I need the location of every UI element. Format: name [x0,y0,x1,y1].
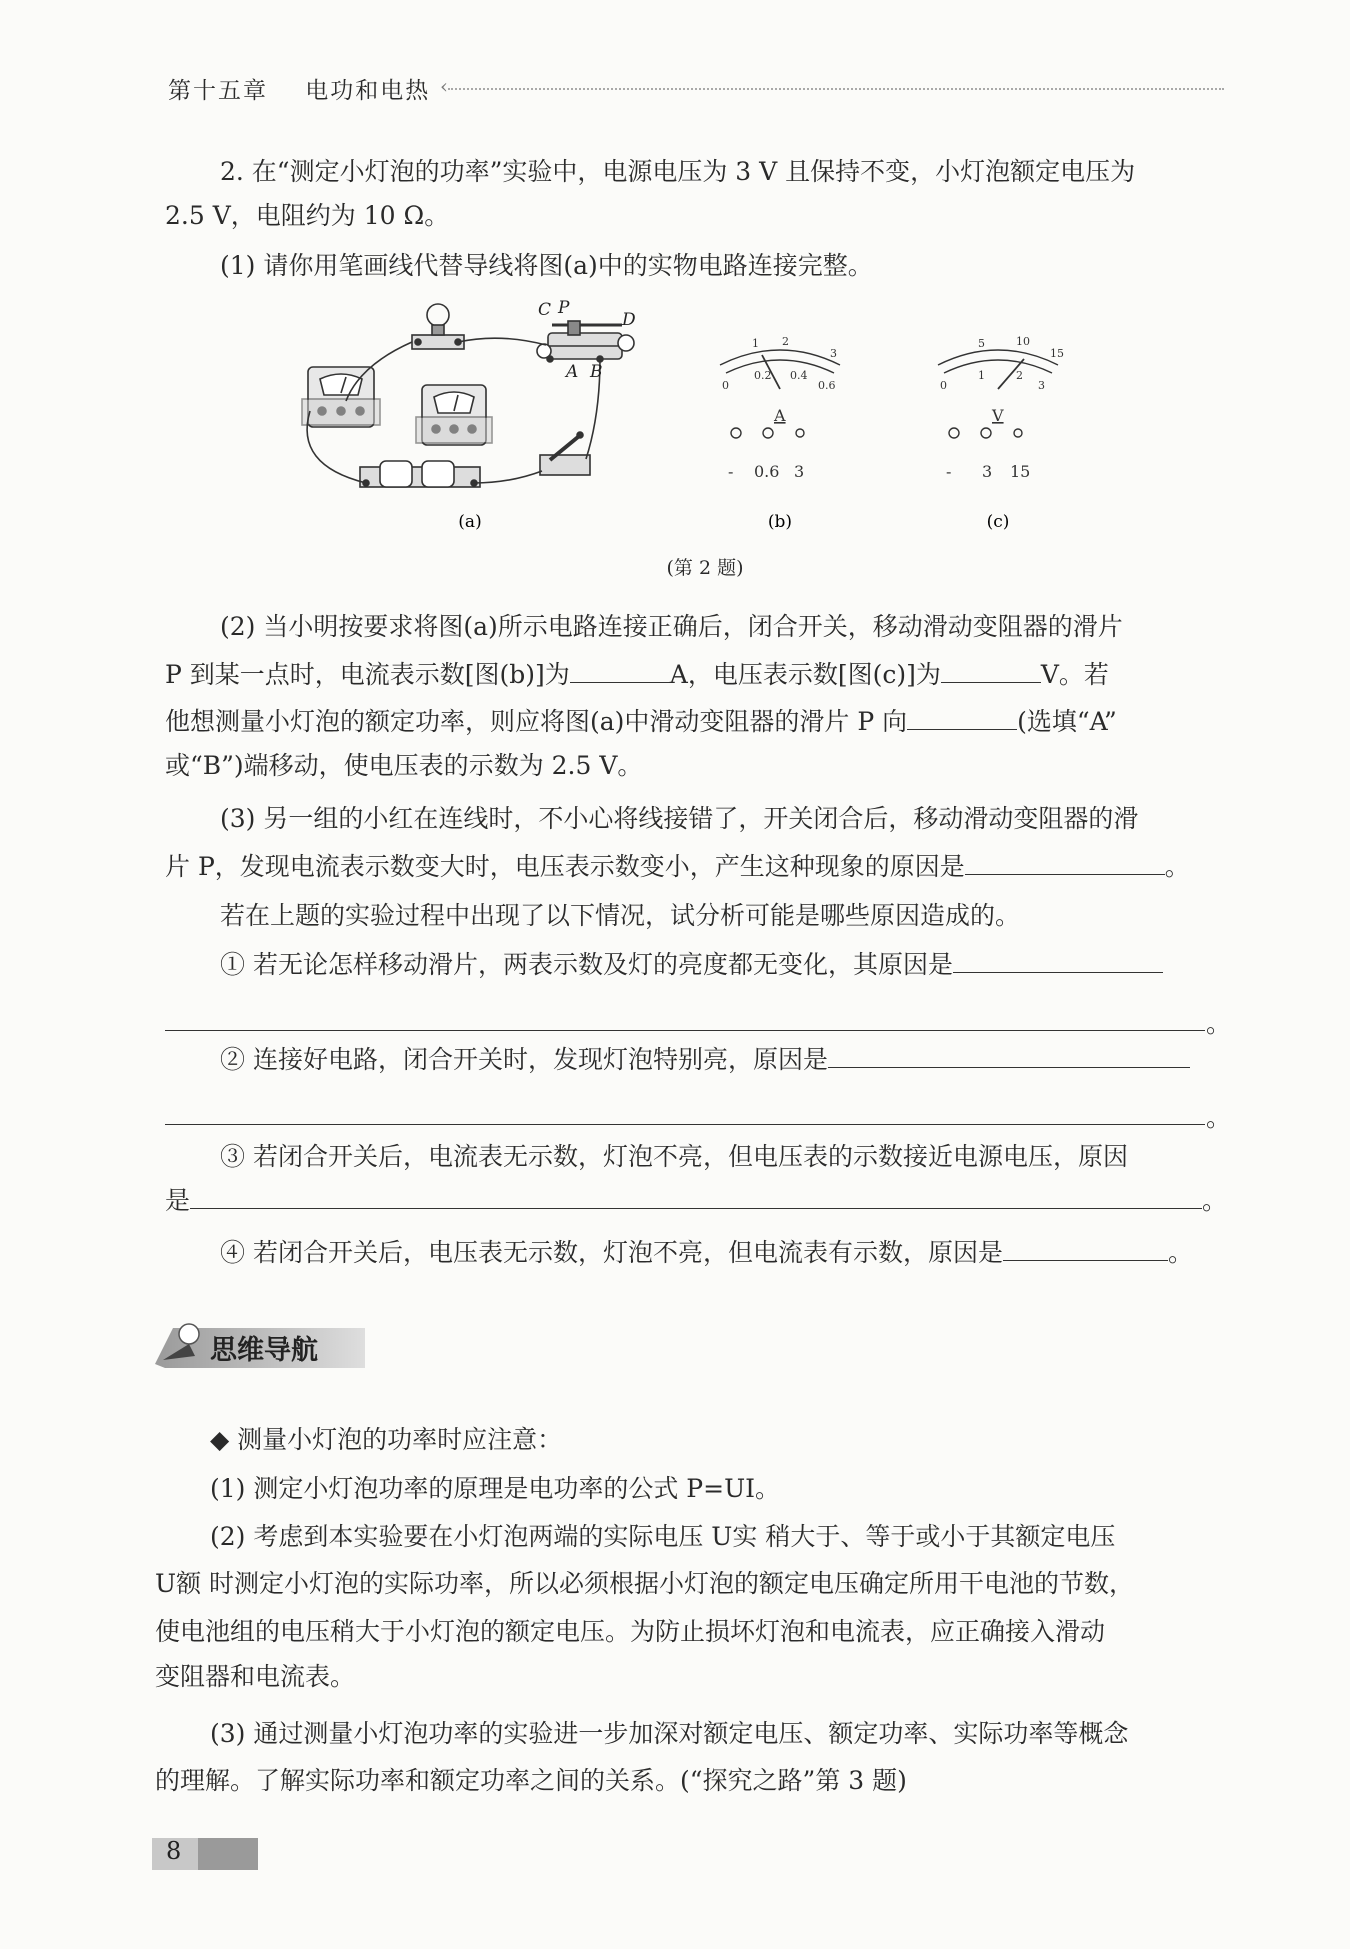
page-number: 8 [166,1837,182,1865]
part3-line2: 片 P，发现电流表示数变大时，电压表示数变小，产生这种现象的原因是 。 [165,846,1190,887]
voltmeter-bottom-3: 3 [1038,379,1045,392]
ammeter-top-2: 2 [782,335,789,348]
voltmeter-bottom-0: 0 [940,379,947,392]
running-header [168,72,430,105]
chapter-number: 第十五章 [168,78,268,104]
voltmeter-top-5: 5 [978,337,985,350]
q2-intro-line2: 2.5 V，电阻约为 10 Ω。 [165,201,450,230]
ammeter-terminal-3: 3 [794,462,805,481]
lightbulb-icon [179,1324,199,1344]
battery-icon [360,461,480,487]
ammeter-device-icon [302,367,380,427]
item3-line1: ③ 若闭合开关后，电流表无示数，灯泡不亮，但电压表的示数接近电源电压，原因 [220,1142,1128,1171]
item1-period: 。 [1206,1009,1232,1038]
switch-icon [540,432,590,475]
figure-label-b: (b) [767,512,793,532]
chapter-title: 电功和电热 [305,78,431,104]
answer-blank-current[interactable] [570,654,670,683]
ammeter-bottom-2: 0.4 [790,369,808,382]
answer-blank-item2a[interactable] [828,1039,1190,1068]
guide-p2-line1: (2) 考虑到本实验要在小灯泡两端的实际电压 U实 稍大于、等于或小于其额定电压 [210,1522,1116,1551]
answer-blank-voltage[interactable] [941,654,1041,683]
ammeter-bottom-1: 0.2 [754,369,772,382]
guide-p3-line1: (3) 通过测量小灯泡功率的实验进一步加深对额定电压、额定功率、实际功率等概念 [210,1719,1129,1748]
item3-line2: 是 。 [165,1180,1227,1221]
rheostat-icon [537,321,634,362]
q2-intro-line1: 2. 在“测定小灯泡的功率”实验中，电源电压为 3 V 且保持不变，小灯泡额定电压为 [220,157,1136,186]
rheostat-label-c: C [538,300,552,320]
item2-text: ② 连接好电路，闭合开关时，发现灯泡特别亮，原因是 [220,1039,1190,1080]
q2-part1: (1) 请你用笔画线代替导线将图(a)中的实物电路连接完整。 [220,251,873,280]
rheostat-label-d: D [622,310,636,330]
figure-label-c: (c) [986,512,1010,532]
guide-p2-line3: 使电池组的电压稍大于小灯泡的额定电压。为防止损坏灯泡和电流表，应正确接入滑动 [155,1617,1106,1646]
rheostat-label-b: B [590,362,603,382]
part3-line1: (3) 另一组的小红在连线时，不小心将线接错了，开关闭合后，移动滑动变阻器的滑 [220,804,1139,833]
part2-line4: 或“B”)端移动，使电压表的示数为 2.5 V。 [165,751,643,780]
guide-p2-line4: 变阻器和电流表。 [155,1662,356,1691]
voltmeter-device-icon [416,385,492,445]
voltmeter-terminal-3: 3 [982,462,993,481]
voltmeter-terminal-15: 15 [1010,462,1031,481]
answer-line-item2b[interactable] [165,1124,1205,1125]
ammeter-bottom-3: 0.6 [818,379,836,392]
answer-line-item1b[interactable] [165,1030,1205,1031]
ammeter-terminal-neg: - [728,462,734,481]
answer-blank-item1a[interactable] [953,944,1163,973]
section-title-guide: 思维导航 [210,1335,318,1366]
voltmeter-top-10: 10 [1016,335,1030,348]
part2-line1: (2) 当小明按要求将图(a)所示电路连接正确后，闭合开关，移动滑动变阻器的滑片 [220,612,1123,641]
part2-line2: P 到某一点时，电流表示数[图(b)]为 A，电压表示数[图(c)]为 V。若 [165,654,1109,695]
answer-blank-direction[interactable] [907,701,1017,730]
answer-blank-part3[interactable] [965,846,1165,875]
figure-caption: (第 2 题) [666,557,744,579]
ammeter-symbol: A [774,406,786,425]
voltmeter-bottom-1: 1 [978,369,985,382]
ammeter-bottom-0: 0 [722,379,729,392]
rheostat-label-p: P [558,298,570,318]
voltmeter-symbol: V [992,406,1004,425]
part2-line3: 他想测量小灯泡的额定功率，则应将图(a)中滑动变阻器的滑片 P 向 (选填“A” [165,701,1117,742]
guide-bullet: ◆ 测量小灯泡的功率时应注意： [210,1425,563,1454]
guide-p2-line2: U额 时测定小灯泡的实际功率，所以必须根据小灯泡的额定电压确定所用干电池的节数， [155,1569,1135,1598]
header-rule [448,88,1224,90]
item4-text: ④ 若闭合开关后，电压表无示数，灯泡不亮，但电流表有示数，原因是 。 [220,1232,1193,1273]
header-arrow-icon: ‹ [440,74,448,98]
item2-period: 。 [1206,1103,1232,1132]
item1-text: ① 若无论怎样移动滑片，两表示数及灯的亮度都无变化，其原因是 [220,944,1163,985]
answer-blank-item3[interactable] [190,1180,1202,1209]
ammeter-terminal-0-6: 0.6 [754,462,780,481]
voltmeter-top-15: 15 [1050,347,1064,360]
guide-p1: (1) 测定小灯泡功率的原理是电功率的公式 P=UI。 [210,1474,781,1503]
voltmeter-bottom-2: 2 [1016,369,1023,382]
guide-p3-line2: 的理解。了解实际功率和额定功率之间的关系。(“探究之路”第 3 题) [155,1766,907,1795]
lamp-icon [412,304,464,349]
rheostat-label-a: A [566,362,579,382]
figure-label-a: (a) [458,512,482,532]
circuit-figure [300,295,1260,550]
ammeter-top-3: 3 [830,347,837,360]
analysis-intro: 若在上题的实验过程中出现了以下情况，试分析可能是哪些原因造成的。 [220,901,1021,930]
physical-circuit [302,304,634,487]
voltmeter-terminal-neg: - [946,462,952,481]
answer-blank-item4[interactable] [1003,1232,1168,1261]
ammeter-top-1: 1 [752,337,759,350]
